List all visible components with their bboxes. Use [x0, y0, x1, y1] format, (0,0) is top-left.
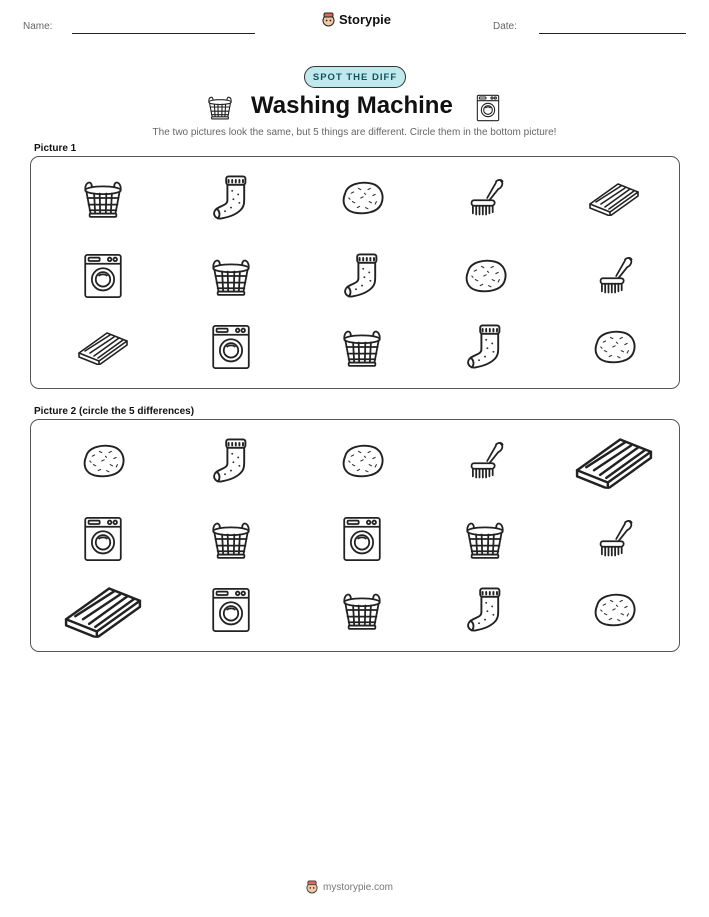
date-field[interactable] — [539, 33, 686, 34]
basket-icon — [207, 256, 255, 296]
washer-icon[interactable] — [83, 515, 123, 563]
brand-logo — [322, 12, 391, 27]
picture-1-panel — [30, 156, 680, 389]
board-icon[interactable] — [574, 433, 654, 489]
instructions: The two pictures look the same, but 5 things are different. Circle them in the bottom picture! — [152, 127, 557, 138]
picture-2-panel[interactable] — [30, 419, 680, 652]
washer-icon[interactable] — [211, 586, 251, 634]
date-label: Date: — [493, 21, 517, 32]
soap-icon — [590, 327, 638, 367]
picture-2-label: Picture 2 (circle the 5 differences) — [34, 406, 195, 417]
board-icon — [588, 180, 640, 216]
soap-icon — [461, 256, 509, 296]
name-label: Name: — [23, 21, 53, 32]
brush-icon[interactable] — [463, 439, 507, 483]
storypie-mascot-icon — [322, 12, 335, 27]
brand-name: Storypie — [339, 12, 392, 27]
title-row — [0, 90, 709, 126]
brush-icon[interactable] — [592, 517, 636, 561]
washer-icon[interactable] — [342, 515, 382, 563]
sock-icon — [340, 252, 384, 300]
board-icon[interactable] — [63, 582, 143, 638]
storypie-mascot-icon — [306, 880, 318, 894]
brush-icon — [463, 176, 507, 220]
basket-icon[interactable] — [207, 519, 255, 559]
washer-icon — [211, 323, 251, 371]
sock-icon[interactable] — [463, 586, 507, 634]
name-field[interactable] — [72, 33, 255, 34]
spot-the-diff-badge: SPOT THE DIFF — [304, 66, 406, 88]
soap-icon[interactable] — [79, 441, 127, 481]
soap-icon — [338, 178, 386, 218]
washer-icon — [476, 94, 500, 122]
basket-icon[interactable] — [461, 519, 509, 559]
soap-icon[interactable] — [590, 590, 638, 630]
basket-icon[interactable] — [338, 590, 386, 630]
basket-icon — [338, 327, 386, 367]
basket-icon — [79, 178, 127, 218]
footer-url[interactable]: mystorypie.com — [323, 881, 394, 893]
soap-icon[interactable] — [338, 441, 386, 481]
picture-1-label: Picture 1 — [34, 143, 77, 154]
sock-icon — [463, 323, 507, 371]
sock-icon — [209, 174, 253, 222]
washer-icon — [83, 252, 123, 300]
board-icon — [77, 329, 129, 365]
footer — [306, 880, 393, 894]
sock-icon[interactable] — [209, 437, 253, 485]
basket-icon — [206, 94, 234, 120]
page-title: Washing Machine — [251, 92, 453, 119]
brush-icon — [592, 254, 636, 298]
